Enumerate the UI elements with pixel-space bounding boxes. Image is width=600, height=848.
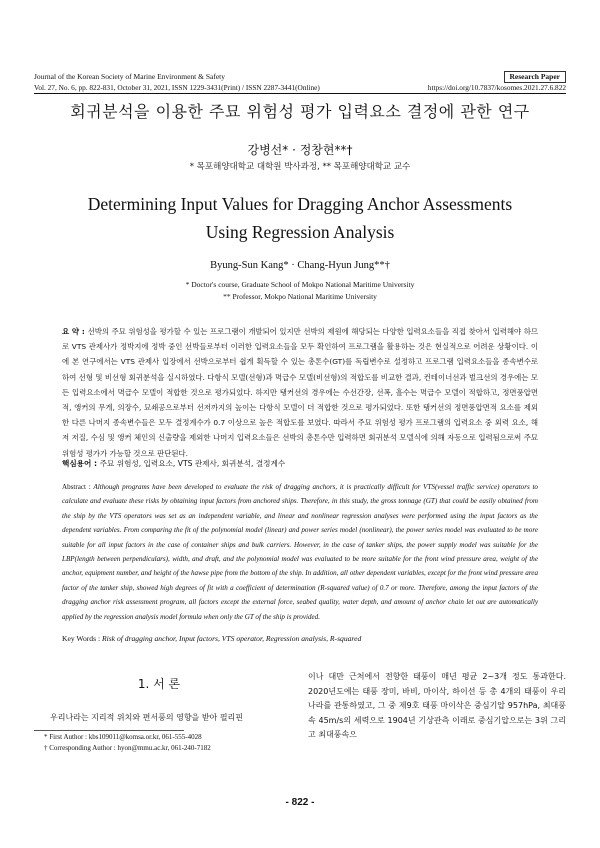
header-rule (34, 93, 566, 94)
korean-title: 회귀분석을 이용한 주묘 위험성 평가 입력요소 결정에 관한 연구 (70, 102, 530, 121)
english-affiliation-2: ** Professor, Mokpo National Maritime University (223, 292, 377, 301)
english-affiliation-1: * Doctor's course, Graduate School of Mokpo National Maritime University (185, 280, 415, 289)
body-right-column: 이나 대만 근처에서 전향한 태풍이 매년 평균 2~3개 정도 통과한다. 2020년도에는 태풍 장미, 바비, 마이삭, 하이선 등 총 4개의 태풍이 우리나라를 관통하였고, 그 중 제9호 태풍 마이삭은 중심기압 957hPa, 최대풍속 45m/s의 세력으로 1904년 기상관측 이래로 중심기압으로는 3위 그리고 최대풍속으 (308, 672, 566, 739)
body-left-column: 우리나라는 지리적 위치와 편서풍의 영향을 받아 필리핀 (50, 713, 243, 722)
research-paper-badge: Research Paper (504, 71, 566, 83)
korean-keywords (62, 458, 285, 469)
english-authors: Byung-Sun Kang* · Chang-Hyun Jung**† (210, 260, 390, 271)
volume-line: Vol. 27, No. 6, pp. 822-831, October 31, 2021, ISSN 1229-3431(Print) / ISSN 2287-3441(Online) (34, 83, 320, 92)
korean-authors: 강병선* · 정창현**† (247, 143, 353, 157)
footnote-corresponding-author: † Corresponding Author : hyon@mmu.ac.kr, 061-240-7182 (44, 744, 211, 752)
english-title-line-1: Determining Input Values for Dragging Anchor Assessments (87, 194, 513, 214)
korean-abstract-text: 선박의 주묘 위험성을 평가할 수 있는 프로그램이 개발되어 있지만 선박의 제원에 해당되는 다양한 입력요소들을 직접 찾아서 입력해야 하므로 VTS 관제사가 정박지에 정박 중인 선박들로부터 이러한 입력요소들을 모두 확인하여 프로그램을 활용하는 것은 현실적으로 어려운 상황이다. 이에 본 연구에서는 VTS 관제사 입장에서 선박으로부터 쉽게 획득할 수 있는 총톤수(GT)를 독립변수로 설정하고 프로그램 입력요소들을 종속변수로 하여 선형 및 비선형 회귀분석을 실시하였다. 다항식 모델(선형)과 멱급수 모델(비선형)의 적합도를 비교한 결과, 컨테이너선과 벌크선의 경우에는 모든 입력요소에서 멱급수 모델이 적합한 것으로 평가되었다. 하지만 탱커선의 경우에는 수선간장, 선폭, 흘수는 멱급수 모델이 적합하고, 정면풍압면적, 앵커의 무게, 의장수, 묘쇄공으로부터 선저까지의 높이는 다항식 모델이 더 적합한 것으로 평가되었다. 또한 탱커선의 정면풍압면적 요소를 제외한 다른 나머지 종속변수들은 모두 결정계수가 0.7 이상으로 높은 적합도를 보였다. 따라서 주묘 위험성 평가 프로그램의 입력요소 중 외력 요소, 해저 저질, 수심 및 앵커 체인의 신출량을 제외한 나머지 입력요소들은 선박의 총톤수만 입력하면 회귀분석 모델식에 의해 자동으로 입력됨으로써 주묘 위험성 평가가 가능할 것으로 판단된다. (62, 327, 538, 458)
english-abstract-text: Although programs have been developed to evaluate the risk of dragging anchors, it is practically difficult for VTS(vessel traffic service) operators to calculate and evaluate these risks by obtaining input factors from anchored ships. Therefore, in this study, the gross tonnage (GT) that could be easily obtained from the ship by the VTS operators was set as an independent variable, and linear and nonlinear regression analyses were performed using the input factors as the dependent variables. From comparing the fit of the polynomial model (linear) and power series model (nonlinear), the power series model was evaluated to be more suitable for all input factors in the case of container ships and bulk carriers. However, in the case of tanker ships, the power supply model was suitable for the LBP(length between perpendiculars), width, and draft, and the polynomial model was evaluated to be more suitable for the front wind pressure area, weight of the anchor, equipment number, and height of the hawse pipe from the bottom of the ship. In addition, all other dependent variables, except for the front wind pressure area factor of the tanker ship, showed high degrees of fit with a coefficient of determination (R-squared value) of 0.7 or more. Therefore, among the input factors of the dragging anchor risk assessment program, all factors except the external force, seabed quality, water depth, and amount of anchor chain let out are automatically applied by the regression analysis model formula when only the GT of the ship is provided. (62, 483, 538, 621)
english-title-line-2: Using Regression Analysis (205, 222, 395, 242)
english-abstract (62, 480, 538, 624)
english-keywords (62, 634, 361, 643)
journal-name: Journal of the Korean Society of Marine Environment & Safety (34, 72, 225, 81)
doi-link[interactable]: https://doi.org/10.7837/kosomes.2021.27.6.822 (427, 83, 566, 92)
korean-abstract (62, 324, 538, 461)
korean-keywords-text: 주묘 위험성, 입력요소, VTS 관제사, 회귀분석, 결정계수 (99, 459, 286, 468)
korean-abstract-label: 요 약 : (62, 327, 88, 336)
section-1-heading: 1. 서 론 (137, 677, 181, 691)
korean-keywords-label: 핵심용어 : (62, 459, 100, 468)
footnote-rule (34, 730, 184, 731)
page-number: - 822 - (285, 797, 315, 808)
english-title (0, 190, 600, 246)
english-abstract-label: Abstract : (62, 483, 94, 491)
english-keywords-text: Risk of dragging anchor, Input factors, VTS operator, Regression analysis, R-squared (101, 634, 362, 643)
english-keywords-label: Key Words : (62, 634, 102, 643)
footnote-first-author: * First Author : kbs109011@komsa.or.kr, 061-555-4028 (44, 733, 202, 741)
korean-affiliations: * 목포해양대학교 대학원 박사과정, ** 목포해양대학교 교수 (189, 162, 411, 172)
